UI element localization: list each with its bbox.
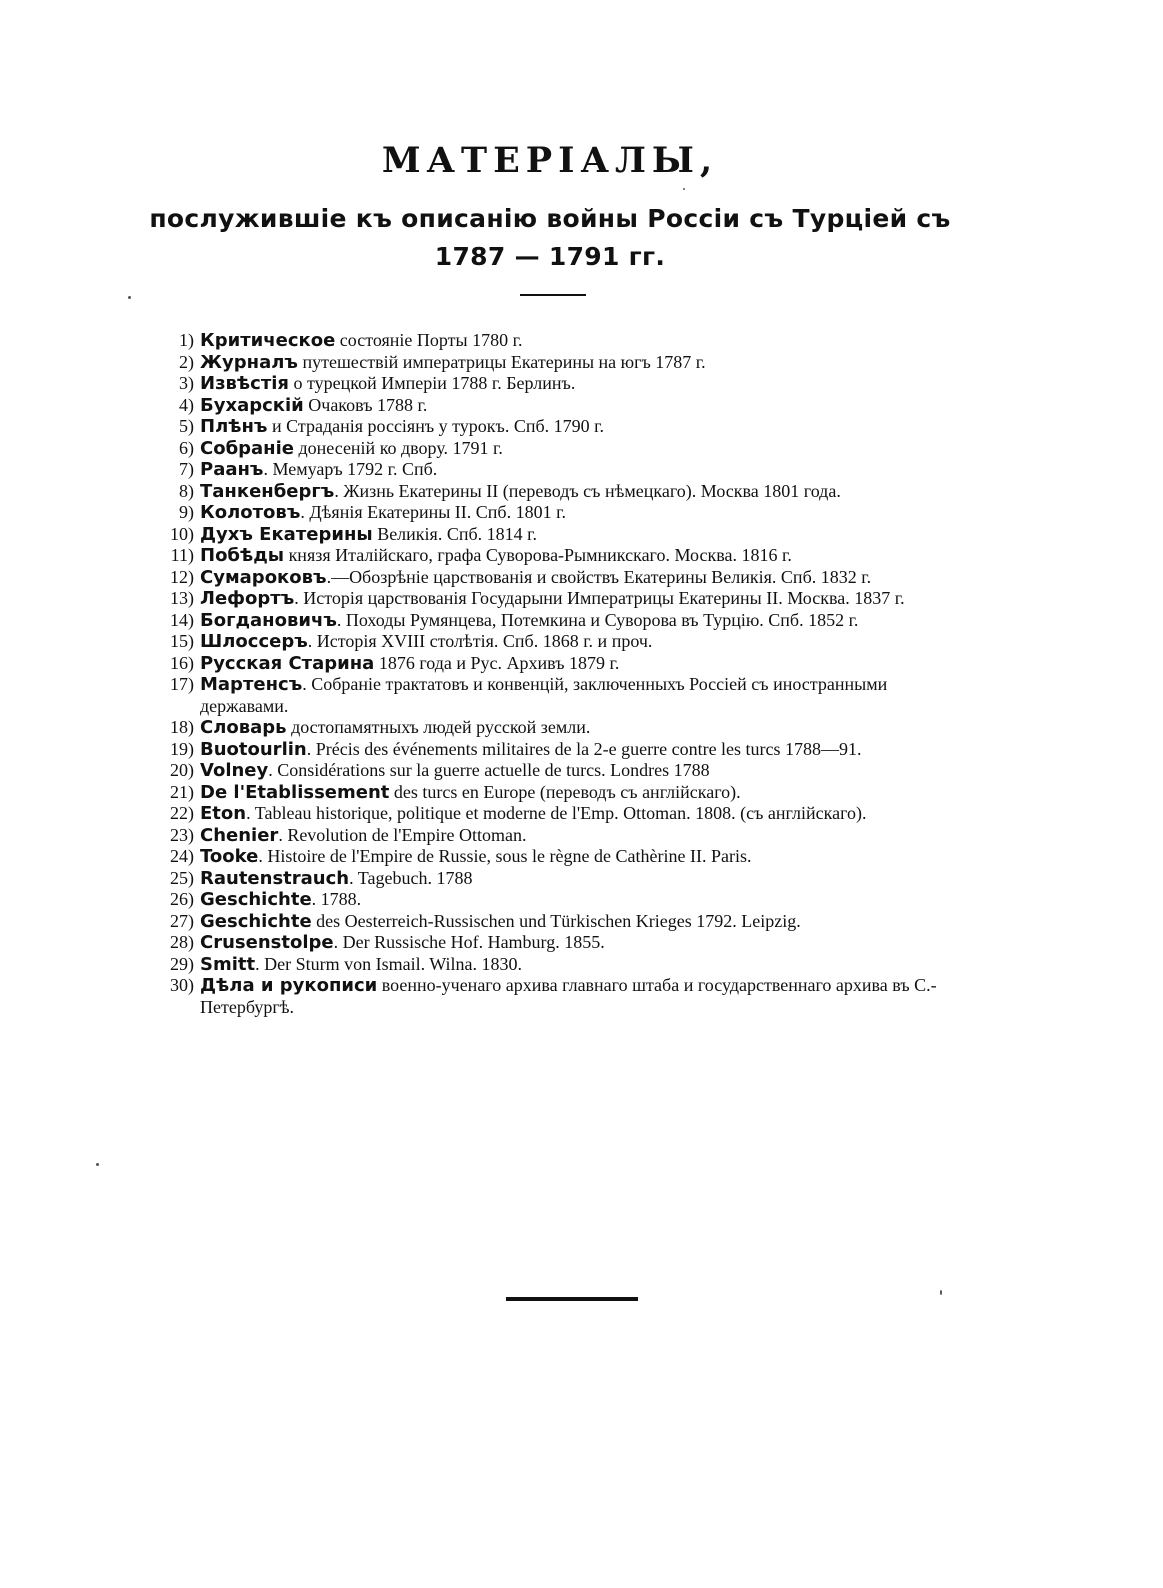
source-entry	[158, 954, 968, 976]
source-entry	[158, 803, 968, 825]
entry-author: Побѣды	[200, 545, 285, 566]
entry-text: . Жизнь Екатерины II (переводъ съ нѣмецкаго). Москва 1801 года.	[334, 480, 841, 501]
source-entry	[158, 782, 968, 804]
sources-list	[158, 330, 968, 1018]
source-entry	[158, 739, 968, 761]
source-entry	[158, 825, 968, 847]
entry-author: Smitt	[200, 953, 256, 975]
entry-author: Собраніе	[200, 437, 294, 459]
entry-text: . Дѣянія Екатерины II. Спб. 1801 г.	[300, 502, 566, 522]
page-title: МАТЕРІАЛЫ,	[381, 140, 719, 181]
entry-text: состояніе Порты 1780 г.	[335, 330, 523, 350]
entry-number: 10)	[170, 523, 194, 544]
source-entry	[158, 438, 968, 460]
source-entry	[158, 545, 968, 567]
entry-author: Chenier	[200, 824, 279, 846]
entry-text: и Страданія россіянъ у турокъ. Спб. 1790 г.	[267, 416, 604, 436]
source-entry	[158, 868, 968, 890]
entry-author: Колотовъ	[200, 502, 301, 523]
entry-text: донесеній ко двору. 1791 г.	[294, 437, 503, 458]
divider-short	[520, 294, 586, 296]
entry-author: Духъ Екатерины	[200, 523, 373, 545]
entry-number: 25)	[170, 867, 194, 888]
source-entry	[158, 352, 968, 374]
entry-number: 27)	[170, 910, 194, 931]
source-entry	[158, 524, 968, 546]
entry-text: . Мемуаръ 1792 г. Спб.	[263, 459, 438, 479]
entry-text: Великія. Спб. 1814 г.	[372, 523, 537, 544]
scan-speck	[683, 188, 685, 190]
entry-number: 3)	[179, 373, 194, 393]
source-entry	[158, 631, 968, 653]
entry-text: военно-ученаго архива главнаго штаба и государственнаго архива въ С.-Петербургѣ.	[200, 975, 937, 1017]
entry-number: 22)	[170, 803, 194, 823]
entry-text: 1876 года и Рус. Архивъ 1879 г.	[374, 652, 620, 673]
scan-speck	[96, 1163, 99, 1166]
entry-number: 13)	[170, 588, 194, 608]
source-entry	[158, 846, 968, 868]
entry-author: Журналъ	[200, 351, 298, 373]
entry-number: 18)	[170, 717, 194, 737]
entry-author: Мартенсъ	[200, 674, 303, 695]
source-entry	[158, 911, 968, 933]
entry-text: князя Италійскаго, графа Суворова-Рымникскаго. Москва. 1816 г.	[284, 545, 792, 565]
entry-author: Tooke	[200, 846, 259, 867]
entry-author: Раанъ	[200, 459, 264, 480]
source-entry	[158, 610, 968, 632]
entry-author: Критическое	[200, 330, 336, 351]
entry-author: Rautenstrauch	[200, 867, 350, 889]
entry-author: Geschichte	[200, 889, 312, 910]
entry-number: 29)	[170, 953, 194, 974]
source-entry	[158, 975, 968, 1018]
entry-number: 7)	[179, 459, 194, 479]
entry-author: Дѣла и рукописи	[200, 975, 378, 996]
page-subtitle: послужившіе къ описанію войны Россіи съ Турціей съ 1787 — 1791 гг.	[149, 204, 951, 271]
entry-author: De l'Etablissement	[200, 781, 390, 803]
entry-number: 14)	[170, 609, 194, 630]
entry-author: Богдановичъ	[200, 609, 337, 631]
entry-number: 28)	[170, 932, 194, 952]
entry-number: 21)	[170, 781, 194, 802]
source-entry	[158, 330, 968, 352]
entry-text: . 1788.	[311, 889, 362, 909]
entry-author: Извѣстія	[200, 373, 289, 394]
entry-number: 1)	[179, 330, 194, 350]
entry-author: Танкенбергъ	[200, 480, 335, 502]
entry-text: des Oesterreich-Russischen und Türkischen Krieges 1792. Leipzig.	[311, 910, 801, 931]
entry-number: 8)	[179, 480, 194, 501]
scan-speck	[128, 296, 131, 299]
entry-text: . Précis des événements militaires de la 2-e guerre contre les turcs 1788—91.	[306, 738, 862, 759]
source-entry	[158, 717, 968, 739]
source-entry	[158, 416, 968, 438]
entry-author: Сумароковъ	[200, 566, 327, 588]
entry-text: Очаковъ 1788 г.	[303, 394, 428, 415]
entry-number: 15)	[170, 631, 194, 651]
entry-text: . Исторія XVIII столѣтія. Спб. 1868 г. и проч.	[307, 631, 653, 651]
scan-speck	[940, 1290, 942, 1295]
entry-author: Русская Старина	[200, 652, 375, 674]
entry-text: . Der Russische Hof. Hamburg. 1855.	[333, 932, 605, 952]
source-entry	[158, 588, 968, 610]
entry-text: . Собраніе трактатовъ и конвенцій, заключенныхъ Россіей съ иностранными державами.	[200, 674, 888, 716]
source-entry	[158, 760, 968, 782]
entry-number: 9)	[179, 502, 194, 522]
divider-end	[506, 1297, 638, 1301]
entry-number: 19)	[170, 738, 194, 759]
source-entry	[158, 395, 968, 417]
entry-text: . Considérations sur la guerre actuelle de turcs. Londres 1788	[268, 760, 710, 780]
entry-number: 30)	[170, 975, 194, 995]
entry-text: достопамятныхъ людей русской земли.	[286, 717, 591, 737]
entry-author: Плѣнъ	[200, 416, 268, 437]
entry-number: 11)	[170, 545, 194, 565]
source-entry	[158, 373, 968, 395]
entry-number: 4)	[179, 394, 194, 415]
entry-author: Шлоссеръ	[200, 631, 308, 652]
source-entry	[158, 674, 968, 717]
entry-text: путешествій императрицы Екатерины на югъ 1787 г.	[297, 351, 706, 372]
entry-text: .—Обозрѣніе царствованія и свойствъ Екатерины Великія. Спб. 1832 г.	[326, 566, 872, 587]
entry-number: 2)	[179, 351, 194, 372]
entry-number: 24)	[170, 846, 194, 866]
entry-author: Eton	[200, 803, 247, 824]
source-entry	[158, 459, 968, 481]
entry-number: 20)	[170, 760, 194, 780]
entry-text: des turcs en Europe (переводъ съ англійскаго).	[389, 781, 741, 802]
entry-number: 23)	[170, 824, 194, 845]
entry-text: . Tableau historique, politique et moderne de l'Emp. Ottoman. 1808. (съ англійскаго).	[246, 803, 867, 823]
source-entry	[158, 932, 968, 954]
entry-number: 12)	[170, 566, 194, 587]
entry-author: Словарь	[200, 717, 287, 738]
entry-number: 5)	[179, 416, 194, 436]
entry-number: 17)	[170, 674, 194, 694]
entry-number: 16)	[170, 652, 194, 673]
source-entry	[158, 889, 968, 911]
entry-text: . Histoire de l'Empire de Russie, sous le règne de Cathèrine II. Paris.	[258, 846, 752, 866]
source-entry	[158, 567, 968, 589]
entry-number: 6)	[179, 437, 194, 458]
entry-author: Crusenstolpe	[200, 932, 334, 953]
entry-author: Buotourlin	[200, 738, 307, 760]
entry-text: . Der Sturm von Ismail. Wilna. 1830.	[255, 953, 523, 974]
entry-author: Бухарскій	[200, 394, 304, 416]
entry-text: . Tagebuch. 1788	[349, 867, 473, 888]
source-entry	[158, 481, 968, 503]
entry-author: Geschichte	[200, 910, 312, 932]
entry-text: . Исторія царствованія Государыни Императрицы Екатерины II. Москва. 1837 г.	[294, 588, 905, 608]
source-entry	[158, 502, 968, 524]
entry-author: Лефортъ	[200, 588, 295, 609]
entry-text: . Revolution de l'Empire Ottoman.	[278, 824, 527, 845]
entry-number: 26)	[170, 889, 194, 909]
entry-author: Volney	[200, 760, 269, 781]
entry-text: . Походы Румянцева, Потемкина и Суворова въ Турцію. Спб. 1852 г.	[336, 609, 859, 630]
entry-text: о турецкой Имперіи 1788 г. Берлинъ.	[289, 373, 576, 393]
source-entry	[158, 653, 968, 675]
